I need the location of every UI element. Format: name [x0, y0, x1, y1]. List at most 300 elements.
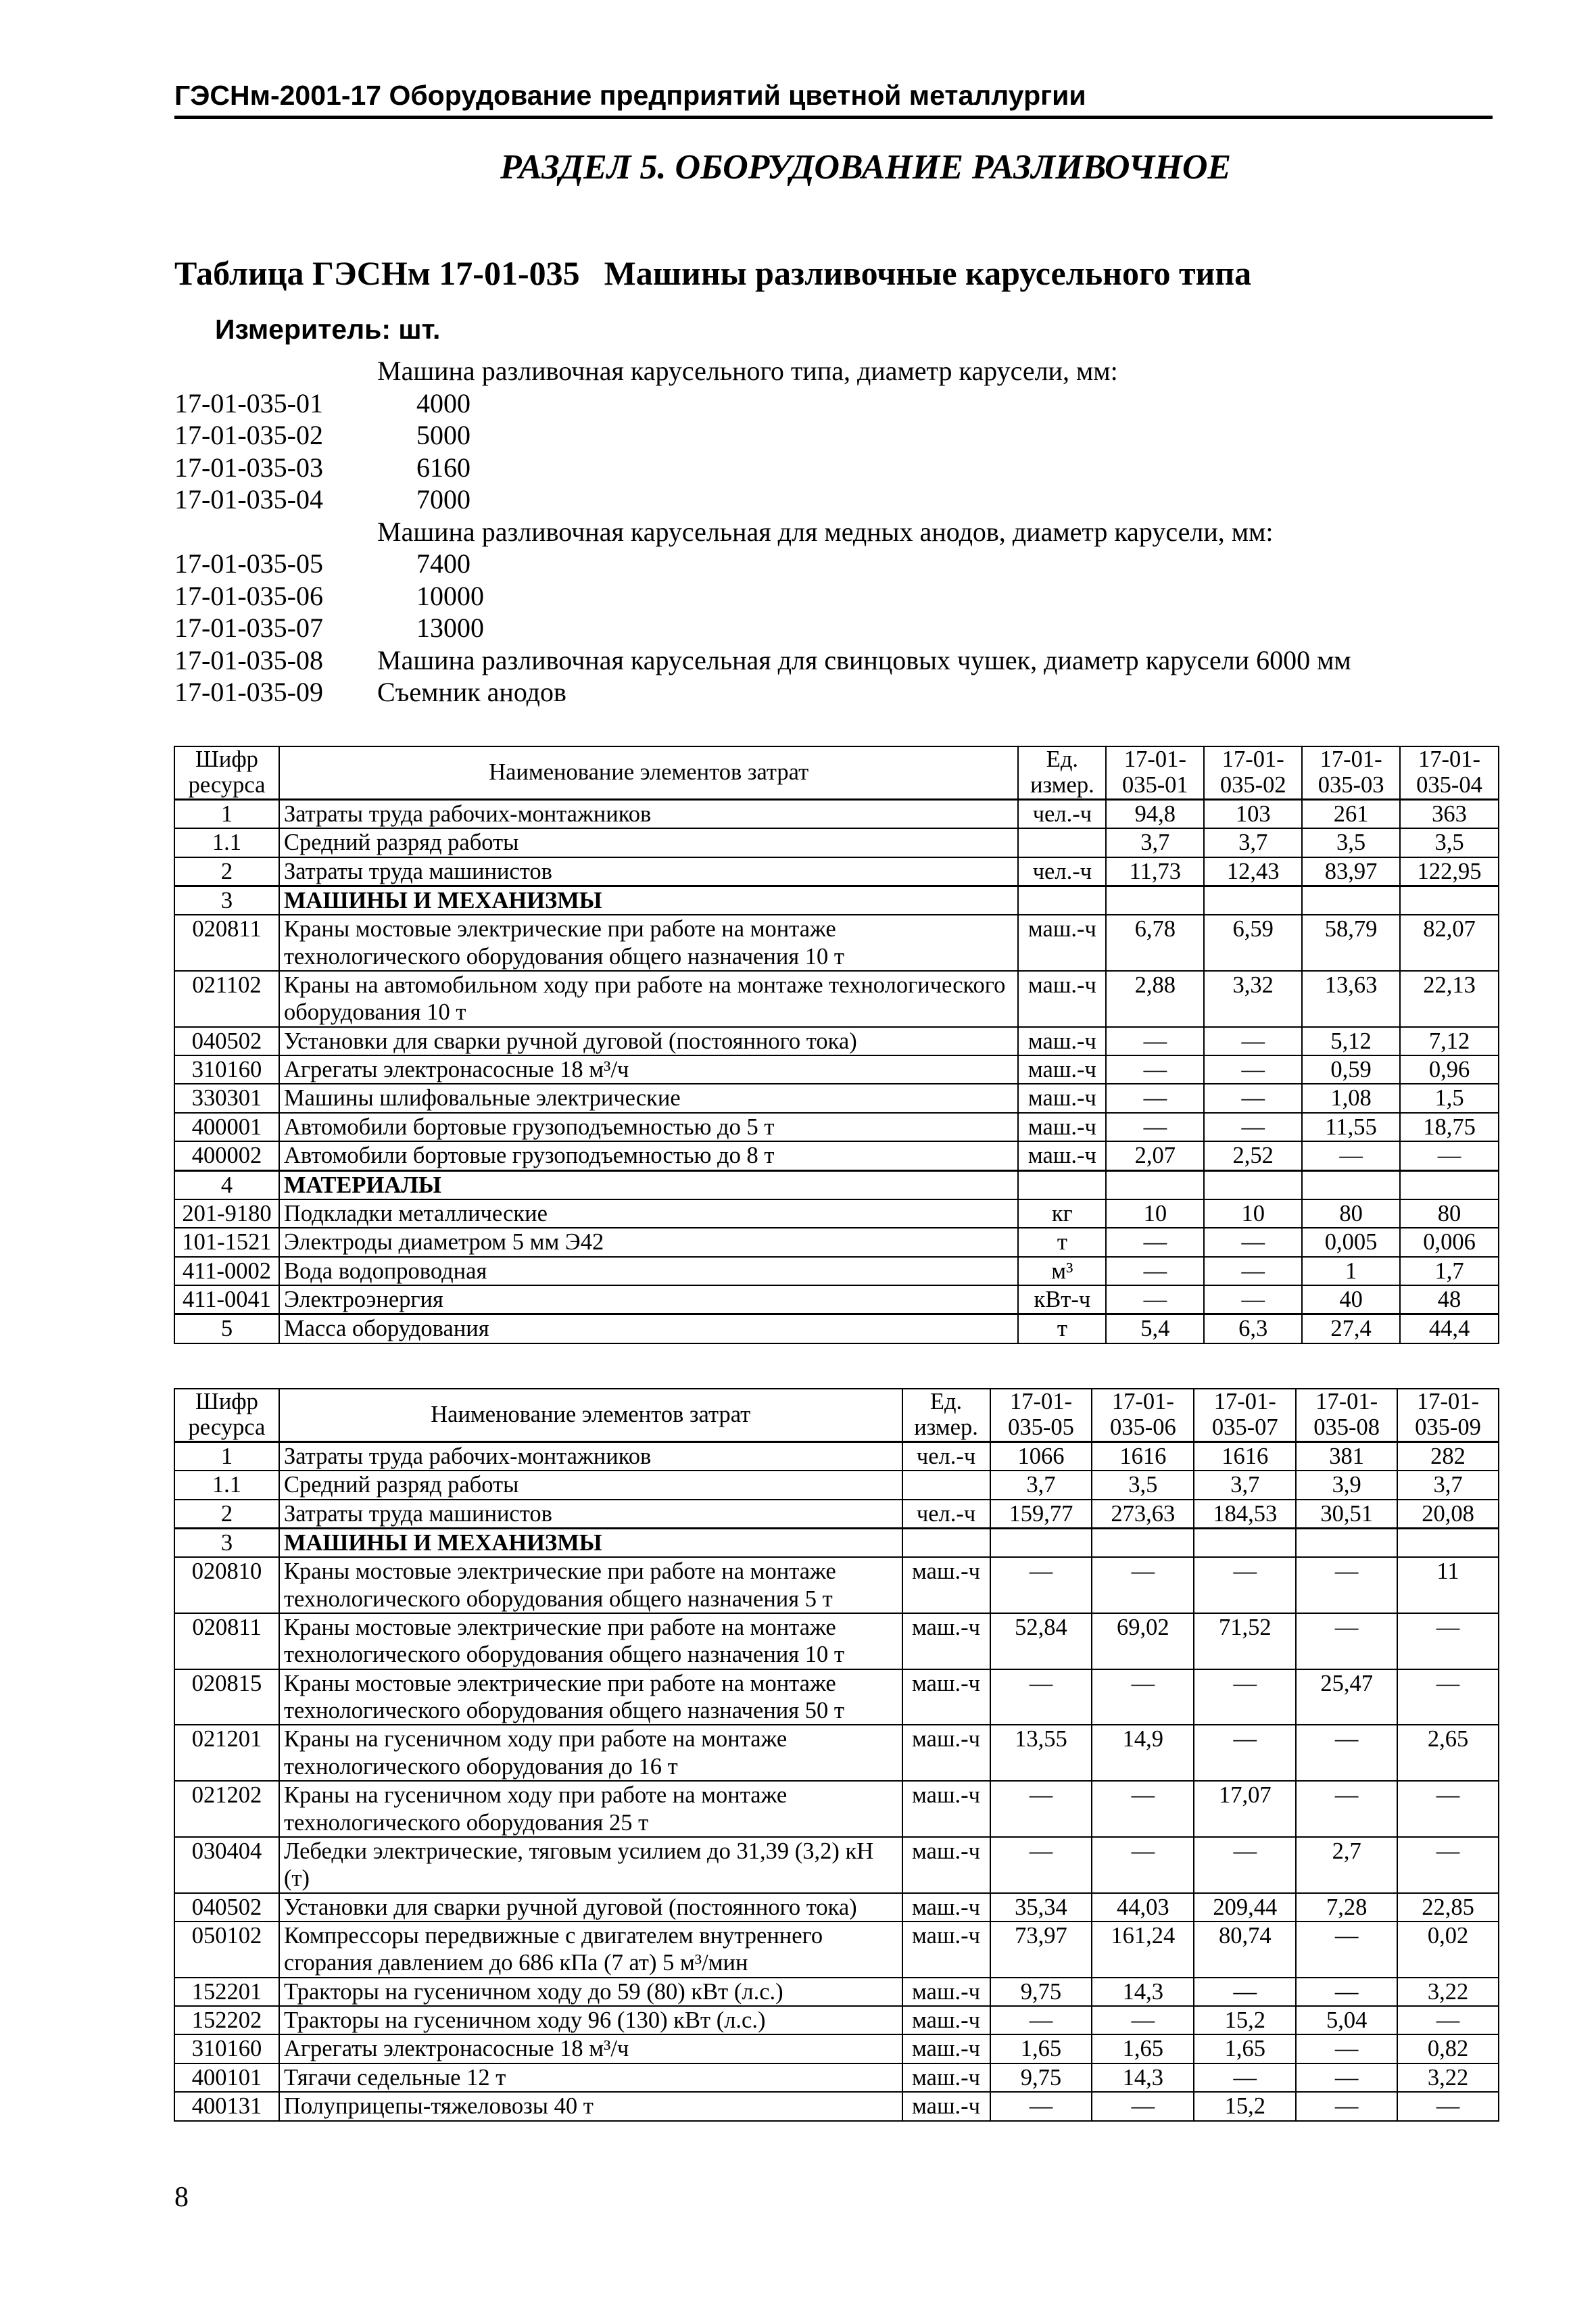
value-cell: — [1106, 1055, 1204, 1084]
value-cell: — [1194, 1669, 1296, 1725]
value-cell: — [1204, 1113, 1302, 1141]
norm-parameter: 10000 [416, 580, 484, 611]
measure-unit-cell: чел.-ч [1018, 799, 1106, 828]
norm-code: 17-01-035-06 [174, 580, 323, 611]
measure-unit-cell [1018, 886, 1106, 915]
listing-row [174, 419, 1499, 452]
cost-element-name: Краны на гусеничном ходу при работе на монтаже технологического оборудования 25 т [279, 1781, 902, 1837]
resource-code: 5 [174, 1314, 279, 1343]
cost-table-2 [174, 1388, 1499, 2122]
cost-table-2-header [174, 1389, 1499, 1441]
value-cell: — [1194, 2063, 1296, 2092]
value-cell: 1,65 [990, 2034, 1092, 2063]
value-cell: — [1397, 1837, 1499, 1893]
value-cell: 184,53 [1194, 1500, 1296, 1529]
listing-row [174, 612, 1499, 644]
value-cell: 3,5 [1302, 828, 1400, 857]
resource-code: 310160 [174, 2034, 279, 2063]
norm-code: 17-01-035-07 [174, 613, 323, 643]
header-name: Наименование элементов затрат [279, 1389, 902, 1441]
cost-element-name: Агрегаты электронасосные 18 м³/ч [279, 1055, 1018, 1084]
value-cell: 1066 [990, 1441, 1092, 1471]
cost-element-name: Электроды диаметром 5 мм Э42 [279, 1228, 1018, 1256]
listing-row [174, 483, 1499, 516]
cost-element-name: Средний разряд работы [279, 828, 1018, 857]
value-cell [1397, 1528, 1499, 1557]
resource-code: 3 [174, 886, 279, 915]
value-cell: 0,82 [1397, 2034, 1499, 2063]
measure-unit-cell: чел.-ч [1018, 857, 1106, 886]
measure-unit-cell: маш.-ч [1018, 1113, 1106, 1141]
measure-unit-cell: маш.-ч [902, 2006, 990, 2034]
value-cell: — [1092, 2006, 1194, 2034]
measure-unit-cell: маш.-ч [902, 1922, 990, 1978]
measure-unit-cell: маш.-ч [902, 1613, 990, 1669]
value-cell: — [990, 1837, 1092, 1893]
value-cell: 5,04 [1296, 2006, 1397, 2034]
value-cell [1302, 886, 1400, 915]
norm-description: Съемник анодов [377, 677, 566, 707]
value-cell: 3,22 [1397, 1978, 1499, 2006]
cost-element-name: Затраты труда рабочих-монтажников [279, 1441, 902, 1471]
value-cell: — [1106, 1027, 1204, 1055]
value-cell: 30,51 [1296, 1500, 1397, 1529]
value-cell [1204, 1170, 1302, 1199]
measure-unit-cell: чел.-ч [902, 1500, 990, 1529]
measure-unit-cell: маш.-ч [1018, 1084, 1106, 1112]
value-cell: 11 [1397, 1557, 1499, 1613]
table-name: Машины разливочные карусельного типа [604, 254, 1252, 292]
value-cell: — [1302, 1141, 1400, 1170]
value-cell: 14,3 [1092, 1978, 1194, 2006]
cost-element-name: Вода водопроводная [279, 1257, 1018, 1285]
value-cell: 3,9 [1296, 1471, 1397, 1499]
measure-unit-cell [1018, 828, 1106, 857]
value-cell: — [990, 2092, 1092, 2120]
cost-table-1-header [174, 746, 1499, 799]
value-cell: — [990, 1557, 1092, 1613]
norm-code: 17-01-035-03 [174, 452, 323, 483]
listing-row [174, 452, 1499, 484]
resource-code: 040502 [174, 1893, 279, 1922]
cost-element-name: Тракторы на гусеничном ходу 96 (130) кВт (л.с.) [279, 2006, 902, 2034]
value-cell: — [1296, 2063, 1397, 2092]
resource-code: 021202 [174, 1781, 279, 1837]
table-row [174, 1837, 1499, 1893]
table-row [174, 2092, 1499, 2120]
cost-element-name: Масса оборудования [279, 1314, 1018, 1343]
value-cell: 15,2 [1194, 2006, 1296, 2034]
value-cell: 12,43 [1204, 857, 1302, 886]
listing-row [174, 580, 1499, 613]
value-cell: 13,63 [1302, 971, 1400, 1027]
cost-table-1-body [174, 799, 1499, 1343]
running-header: ГЭСНм-2001-17 Оборудование предприятий цветной металлургии [174, 80, 1493, 119]
value-cell [1302, 1170, 1400, 1199]
value-cell: 25,47 [1296, 1669, 1397, 1725]
value-cell: 11,55 [1302, 1113, 1400, 1141]
value-cell [1194, 1528, 1296, 1557]
value-cell: 69,02 [1092, 1613, 1194, 1669]
value-cell: 82,07 [1400, 915, 1499, 971]
cost-element-name: Краны на гусеничном ходу при работе на монтаже технологического оборудования до 16 т [279, 1725, 902, 1781]
resource-code: 101-1521 [174, 1228, 279, 1256]
resource-code: 201-9180 [174, 1199, 279, 1228]
value-cell: — [1092, 1781, 1194, 1837]
norm-parameter: 5000 [416, 420, 470, 450]
resource-code: 1 [174, 1441, 279, 1471]
value-cell: 1,65 [1092, 2034, 1194, 2063]
cost-element-name: Тракторы на гусеничном ходу до 59 (80) кВт (л.с.) [279, 1978, 902, 2006]
cost-element-name: Электроэнергия [279, 1285, 1018, 1314]
measure-unit-cell: маш.-ч [902, 2063, 990, 2092]
value-cell: 14,3 [1092, 2063, 1194, 2092]
value-cell: 273,63 [1092, 1500, 1194, 1529]
value-cell: — [1204, 1027, 1302, 1055]
value-cell: — [1194, 1725, 1296, 1781]
resource-code: 1 [174, 799, 279, 828]
cost-element-name: Установки для сварки ручной дуговой (постоянного тока) [279, 1893, 902, 1922]
resource-code: 4 [174, 1170, 279, 1199]
value-cell: — [1296, 2092, 1397, 2120]
header-column: 17-01-035-01 [1106, 746, 1204, 799]
measure-unit-cell: маш.-ч [1018, 971, 1106, 1027]
header-column: 17-01-035-03 [1302, 746, 1400, 799]
table-row [174, 1027, 1499, 1055]
value-cell: 1,08 [1302, 1084, 1400, 1112]
value-cell: 0,59 [1302, 1055, 1400, 1084]
value-cell: — [1106, 1113, 1204, 1141]
value-cell: — [1397, 2092, 1499, 2120]
header-column: 17-01-035-02 [1204, 746, 1302, 799]
measure-unit: Измеритель: шт. [215, 314, 441, 345]
cost-element-name: Краны мостовые электрические при работе на монтаже технологического оборудования общего назначения 10 т [279, 1613, 902, 1669]
listing-row [174, 548, 1499, 580]
table-code: Таблица ГЭСНм 17-01-035 [174, 254, 580, 292]
listing-row [174, 355, 1499, 387]
value-cell [1204, 886, 1302, 915]
measure-unit-cell: чел.-ч [902, 1441, 990, 1471]
value-cell [1296, 1528, 1397, 1557]
value-cell: — [990, 1781, 1092, 1837]
cost-element-name: Затраты труда рабочих-монтажников [279, 799, 1018, 828]
norm-code [174, 355, 377, 387]
value-cell: — [1296, 1557, 1397, 1613]
value-cell: 3,5 [1092, 1471, 1194, 1499]
cost-element-name: МАШИНЫ И МЕХАНИЗМЫ [279, 1528, 902, 1557]
resource-code: 1.1 [174, 828, 279, 857]
value-cell: — [1397, 1669, 1499, 1725]
value-cell: 10 [1204, 1199, 1302, 1228]
value-cell: — [1204, 1257, 1302, 1285]
value-cell: 282 [1397, 1441, 1499, 1471]
value-cell: 2,07 [1106, 1141, 1204, 1170]
value-cell: 35,34 [990, 1893, 1092, 1922]
table-row [174, 1781, 1499, 1837]
value-cell: 27,4 [1302, 1314, 1400, 1343]
norm-description: Машина разливочная карусельная для свинцовых чушек, диаметр карусели 6000 мм [377, 644, 1351, 675]
value-cell: 14,9 [1092, 1725, 1194, 1781]
resource-code: 1.1 [174, 1471, 279, 1499]
cost-element-name: Автомобили бортовые грузоподъемностью до 8 т [279, 1141, 1018, 1170]
cost-element-name: Средний разряд работы [279, 1471, 902, 1499]
resource-code: 152201 [174, 1978, 279, 2006]
norm-code: 17-01-035-09 [174, 677, 323, 707]
value-cell: 40 [1302, 1285, 1400, 1314]
header-column: 17-01-035-06 [1092, 1389, 1194, 1441]
listing-row [174, 516, 1499, 548]
cost-element-name: Агрегаты электронасосные 18 м³/ч [279, 2034, 902, 2063]
value-cell: 2,52 [1204, 1141, 1302, 1170]
resource-code: 400002 [174, 1141, 279, 1170]
cost-element-name: Затраты труда машинистов [279, 1500, 902, 1529]
norm-listing [174, 355, 1499, 709]
table-row [174, 1922, 1499, 1978]
cost-element-name: Установки для сварки ручной дуговой (постоянного тока) [279, 1027, 1018, 1055]
value-cell: — [1397, 1781, 1499, 1837]
value-cell: — [1194, 1837, 1296, 1893]
norm-parameter: 13000 [416, 613, 484, 643]
value-cell: — [1296, 1781, 1397, 1837]
measure-unit-cell: т [1018, 1228, 1106, 1256]
value-cell: 1616 [1194, 1441, 1296, 1471]
resource-code: 411-0002 [174, 1257, 279, 1285]
value-cell: 363 [1400, 799, 1499, 828]
header-unit: Ед. измер. [1018, 746, 1106, 799]
value-cell: 80,74 [1194, 1922, 1296, 1978]
value-cell: 9,75 [990, 1978, 1092, 2006]
table-row [174, 1314, 1499, 1343]
value-cell: 3,32 [1204, 971, 1302, 1027]
resource-code: 030404 [174, 1837, 279, 1893]
value-cell: — [1092, 2092, 1194, 2120]
table-row [174, 1170, 1499, 1199]
table-row [174, 799, 1499, 828]
table-row [174, 1557, 1499, 1613]
norm-code: 17-01-035-05 [174, 548, 323, 579]
section-title: РАЗДЕЛ 5. ОБОРУДОВАНИЕ РАЗЛИВОЧНОЕ [500, 148, 1232, 187]
value-cell: — [1092, 1557, 1194, 1613]
value-cell: 80 [1302, 1199, 1400, 1228]
resource-code: 021102 [174, 971, 279, 1027]
measure-unit-cell [1018, 1170, 1106, 1199]
value-cell: 6,3 [1204, 1314, 1302, 1343]
value-cell: 3,7 [990, 1471, 1092, 1499]
value-cell: 209,44 [1194, 1893, 1296, 1922]
value-cell: 161,24 [1092, 1922, 1194, 1978]
measure-unit-cell: маш.-ч [902, 1837, 990, 1893]
resource-code: 411-0041 [174, 1285, 279, 1314]
table-row [174, 1441, 1499, 1471]
value-cell: — [1204, 1228, 1302, 1256]
value-cell: — [1296, 1613, 1397, 1669]
measure-unit-cell: кВт-ч [1018, 1285, 1106, 1314]
value-cell: 15,2 [1194, 2092, 1296, 2120]
resource-code: 020811 [174, 1613, 279, 1669]
value-cell: 94,8 [1106, 799, 1204, 828]
norm-code: 17-01-035-02 [174, 420, 323, 450]
resource-code: 040502 [174, 1027, 279, 1055]
measure-unit-cell: м³ [1018, 1257, 1106, 1285]
cost-element-name: Машины шлифовальные электрические [279, 1084, 1018, 1112]
value-cell: 80 [1400, 1199, 1499, 1228]
value-cell: 52,84 [990, 1613, 1092, 1669]
table-row [174, 1500, 1499, 1529]
value-cell: 44,03 [1092, 1893, 1194, 1922]
measure-unit-cell: маш.-ч [902, 1781, 990, 1837]
value-cell [990, 1528, 1092, 1557]
cost-element-name: Автомобили бортовые грузоподъемностью до 5 т [279, 1113, 1018, 1141]
value-cell: 22,13 [1400, 971, 1499, 1027]
measure-unit-cell: маш.-ч [902, 1669, 990, 1725]
value-cell [1106, 886, 1204, 915]
value-cell: — [1204, 1084, 1302, 1112]
cost-element-name: Тягачи седельные 12 т [279, 2063, 902, 2092]
value-cell: 3,7 [1204, 828, 1302, 857]
listing-row [174, 676, 1499, 709]
value-cell: 261 [1302, 799, 1400, 828]
resource-code: 020810 [174, 1557, 279, 1613]
value-cell: — [1194, 1978, 1296, 2006]
value-cell: 0,96 [1400, 1055, 1499, 1084]
cost-element-name: Краны мостовые электрические при работе на монтаже технологического оборудования общего назначения 50 т [279, 1669, 902, 1725]
measure-unit-cell: маш.-ч [1018, 915, 1106, 971]
value-cell: 11,73 [1106, 857, 1204, 886]
header-column: 17-01-035-07 [1194, 1389, 1296, 1441]
table-row [174, 1113, 1499, 1141]
value-cell: — [1204, 1055, 1302, 1084]
resource-code: 330301 [174, 1084, 279, 1112]
measure-unit-cell: маш.-ч [902, 1893, 990, 1922]
resource-code: 400101 [174, 2063, 279, 2092]
header-column: 17-01-035-09 [1397, 1389, 1499, 1441]
value-cell: 83,97 [1302, 857, 1400, 886]
value-cell: 18,75 [1400, 1113, 1499, 1141]
value-cell: 381 [1296, 1441, 1397, 1471]
value-cell: — [990, 1669, 1092, 1725]
value-cell: 0,005 [1302, 1228, 1400, 1256]
value-cell: 3,5 [1400, 828, 1499, 857]
value-cell: 3,7 [1194, 1471, 1296, 1499]
resource-code: 3 [174, 1528, 279, 1557]
table-row [174, 857, 1499, 886]
value-cell: 0,006 [1400, 1228, 1499, 1256]
table-row [174, 1199, 1499, 1228]
resource-code: 152202 [174, 2006, 279, 2034]
cost-element-name: Лебедки электрические, тяговым усилием до 31,39 (3,2) кН (т) [279, 1837, 902, 1893]
table-row [174, 1084, 1499, 1112]
value-cell: 1 [1302, 1257, 1400, 1285]
cost-element-name: Подкладки металлические [279, 1199, 1018, 1228]
value-cell: 73,97 [990, 1922, 1092, 1978]
table-row [174, 1228, 1499, 1256]
cost-element-name: Затраты труда машинистов [279, 857, 1018, 886]
table-row [174, 886, 1499, 915]
value-cell: 2,7 [1296, 1837, 1397, 1893]
value-cell: 159,77 [990, 1500, 1092, 1529]
value-cell [1092, 1528, 1194, 1557]
table-row [174, 2006, 1499, 2034]
value-cell: 71,52 [1194, 1613, 1296, 1669]
value-cell: 6,78 [1106, 915, 1204, 971]
value-cell: — [990, 2006, 1092, 2034]
table-row [174, 1893, 1499, 1922]
measure-unit-cell: маш.-ч [1018, 1055, 1106, 1084]
table-row [174, 1613, 1499, 1669]
table-row [174, 915, 1499, 971]
table-row [174, 1528, 1499, 1557]
cost-element-name: МАШИНЫ И МЕХАНИЗМЫ [279, 886, 1018, 915]
value-cell: — [1092, 1669, 1194, 1725]
value-cell: — [1106, 1228, 1204, 1256]
table-row [174, 2034, 1499, 2063]
cost-element-name: Краны мостовые электрические при работе на монтаже технологического оборудования общего назначения 5 т [279, 1557, 902, 1613]
value-cell: 44,4 [1400, 1314, 1499, 1343]
value-cell: 1616 [1092, 1441, 1194, 1471]
cost-table-2-body [174, 1441, 1499, 2120]
measure-unit-cell: маш.-ч [902, 1557, 990, 1613]
value-cell: 22,85 [1397, 1893, 1499, 1922]
resource-code: 020815 [174, 1669, 279, 1725]
resource-code: 310160 [174, 1055, 279, 1084]
resource-code: 400001 [174, 1113, 279, 1141]
resource-code: 021201 [174, 1725, 279, 1781]
value-cell: — [1296, 2034, 1397, 2063]
value-cell [1400, 1170, 1499, 1199]
value-cell: — [1194, 1557, 1296, 1613]
table-row [174, 1285, 1499, 1314]
cost-element-name: МАТЕРИАЛЫ [279, 1170, 1018, 1199]
value-cell: — [1400, 1141, 1499, 1170]
value-cell: 10 [1106, 1199, 1204, 1228]
table-row [174, 828, 1499, 857]
value-cell: 17,07 [1194, 1781, 1296, 1837]
value-cell: 7,12 [1400, 1027, 1499, 1055]
value-cell: 9,75 [990, 2063, 1092, 2092]
value-cell: 1,65 [1194, 2034, 1296, 2063]
value-cell: — [1296, 1922, 1397, 1978]
value-cell: 20,08 [1397, 1500, 1499, 1529]
table-row [174, 1257, 1499, 1285]
measure-unit-cell [902, 1471, 990, 1499]
table-row [174, 1471, 1499, 1499]
value-cell: 6,59 [1204, 915, 1302, 971]
table-row [174, 1669, 1499, 1725]
value-cell: 103 [1204, 799, 1302, 828]
measure-unit-cell: маш.-ч [1018, 1141, 1106, 1170]
measure-unit-cell: т [1018, 1314, 1106, 1343]
value-cell: 7,28 [1296, 1893, 1397, 1922]
norm-parameter: 4000 [416, 387, 470, 419]
resource-code: 400131 [174, 2092, 279, 2120]
value-cell: 3,7 [1397, 1471, 1499, 1499]
cost-element-name: Компрессоры передвижные с двигателем внутреннего сгорания давлением до 686 кПа (7 ат) 5 м³/мин [279, 1922, 902, 1978]
value-cell [1400, 886, 1499, 915]
table-row [174, 1141, 1499, 1170]
norm-code: 17-01-035-08 [174, 644, 323, 675]
norm-parameter: 7400 [416, 548, 470, 579]
listing-row [174, 387, 1499, 420]
cost-element-name: Полуприцепы-тяжеловозы 40 т [279, 2092, 902, 2120]
page-number: 8 [174, 2182, 189, 2213]
value-cell: — [1092, 1837, 1194, 1893]
header-column: 17-01-035-04 [1400, 746, 1499, 799]
table-row [174, 1725, 1499, 1781]
value-cell: 48 [1400, 1285, 1499, 1314]
table-row [174, 1978, 1499, 2006]
resource-code: 050102 [174, 1922, 279, 1978]
measure-unit-cell: кг [1018, 1199, 1106, 1228]
